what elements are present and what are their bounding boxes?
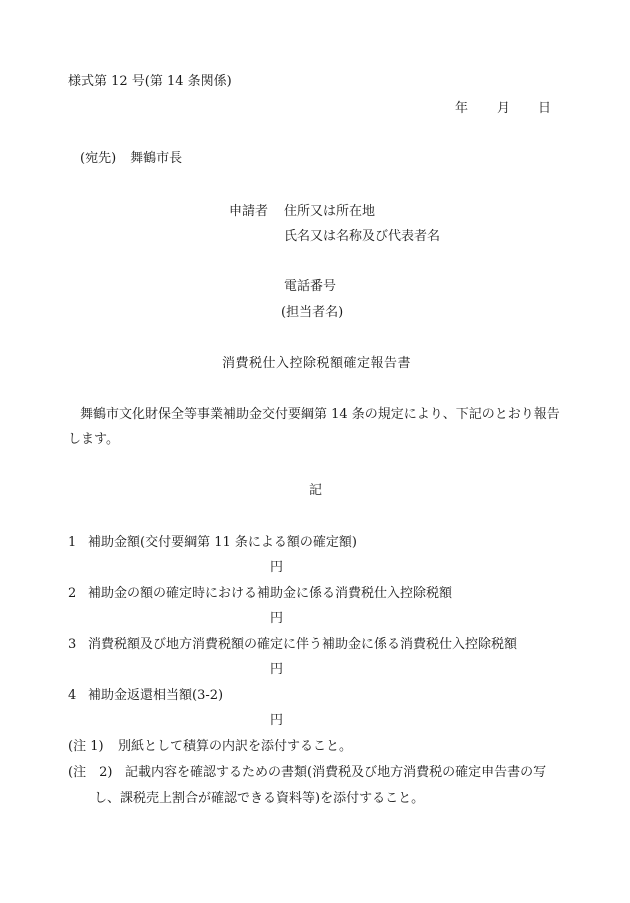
applicant-name-label: 氏名又は名称及び代表者名 — [284, 229, 441, 244]
note-1-mark: (注 1) — [68, 739, 104, 754]
body-line-1: 舞鶴市文化財保全等事業補助金交付要綱第 14 条の規定により、下記のとおり報告 — [80, 407, 560, 422]
note-2-line-2: し、課税売上割合が確認できる資料等)を添付すること。 — [94, 791, 425, 806]
item-2-unit: 円 — [270, 611, 284, 626]
item-3-unit: 円 — [270, 662, 284, 677]
item-3-label: 消費税額及び地方消費税額の確定に伴う補助金に係る消費税仕入控除税額 — [88, 637, 518, 652]
item-3-number: 3 — [68, 637, 77, 652]
applicant-phone-label: 電話番号 — [284, 279, 337, 294]
item-2-label: 補助金の額の確定時における補助金に係る消費税仕入控除税額 — [88, 586, 453, 601]
date-day-label: 日 — [538, 101, 552, 116]
item-4-unit: 円 — [270, 713, 284, 728]
document-title: 消費税仕入控除税額確定報告書 — [222, 356, 412, 371]
note-2-mark: (注 2) — [68, 765, 113, 780]
date-month-label: 月 — [497, 101, 511, 116]
applicant-contact-label: (担当者名) — [281, 305, 344, 320]
item-4-number: 4 — [68, 688, 77, 703]
ki-label: 記 — [309, 483, 323, 498]
item-2-number: 2 — [68, 586, 77, 601]
date-year-label: 年 — [455, 101, 469, 116]
addressee-name: 舞鶴市長 — [130, 151, 183, 166]
applicant-address-label: 住所又は所在地 — [284, 204, 376, 219]
date-line — [455, 102, 555, 116]
applicant-label: 申請者 — [229, 204, 269, 219]
addressee-prefix: (宛先) — [80, 151, 117, 166]
note-2-line-1: 記載内容を確認するための書類(消費税及び地方消費税の確定申告書の写 — [125, 765, 547, 780]
addressee — [80, 152, 182, 165]
item-1-number: 1 — [68, 535, 77, 550]
note-1-text: 別紙として積算の内訳を添付すること。 — [118, 739, 353, 754]
item-4-label: 補助金返還相当額(3-2) — [88, 688, 224, 703]
form-number: 様式第 12 号(第 14 条関係) — [68, 74, 232, 89]
item-1-unit: 円 — [270, 560, 284, 575]
body-line-2: します。 — [68, 432, 119, 447]
item-1-label: 補助金額(交付要綱第 11 条による額の確定額) — [88, 535, 357, 550]
